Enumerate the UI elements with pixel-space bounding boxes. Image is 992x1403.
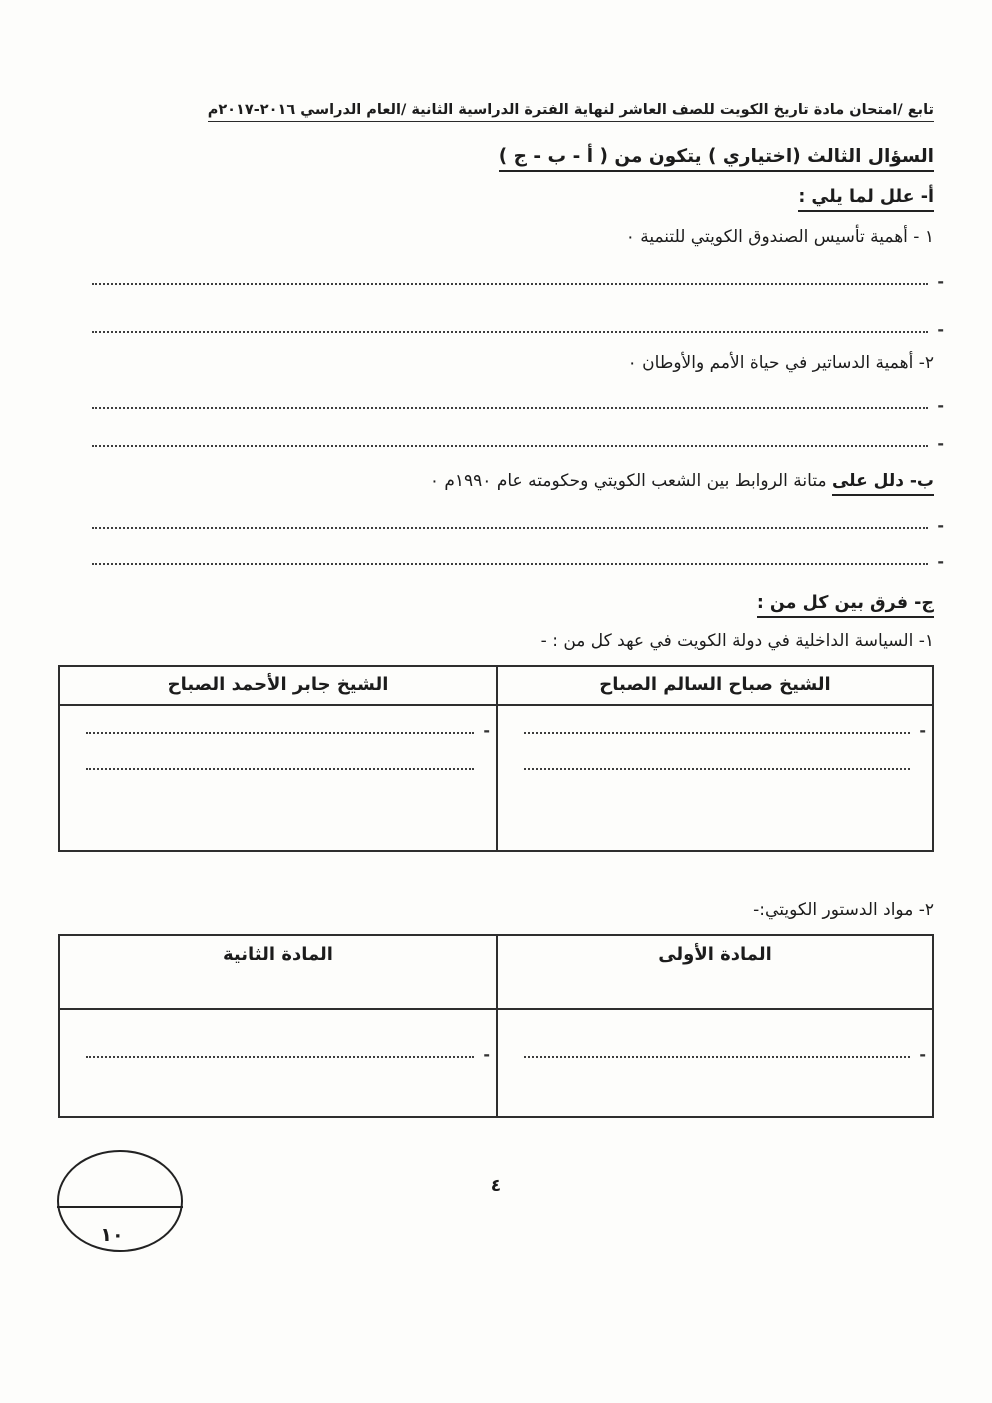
rulers-comparison-table (58, 665, 934, 852)
answer-line (92, 516, 944, 535)
answer-line (524, 721, 926, 740)
answer-line (92, 396, 944, 415)
dash-mark: - (937, 434, 944, 453)
dash-mark: - (919, 1045, 926, 1064)
section-b-text: متانة الروابط بين الشعب الكويتي وحكومته عام ١٩٩٠م ٠ (429, 471, 827, 491)
section-a-item-1: ١ - أهمية تأسيس الصندوق الكويتي للتنمية ٠ (625, 227, 934, 247)
answer-line (92, 320, 944, 339)
answer-line (92, 272, 944, 291)
section-c-item-2: ٢- مواد الدستور الكويتي:- (753, 900, 934, 920)
dash-mark: - (937, 516, 944, 535)
table1-header-left: الشيخ جابر الأحمد الصباح (60, 667, 496, 706)
answer-line (524, 768, 910, 770)
dash-mark: - (937, 320, 944, 339)
answer-line (86, 721, 490, 740)
answer-line (92, 552, 944, 571)
table1-cell-left (60, 706, 496, 850)
table2-header-left: المادة الثانية (60, 936, 496, 1010)
dash-mark: - (937, 552, 944, 571)
section-a-title: أ- علل لما يلي : (58, 187, 934, 207)
dash-mark: - (919, 721, 926, 740)
table2-cell-right (496, 1010, 932, 1116)
table2-header-right: المادة الأولى (496, 936, 932, 1010)
section-c-item-1: ١- السياسة الداخلية في دولة الكويت في عهد كل من : - (540, 631, 934, 651)
score-circle (50, 1146, 194, 1260)
dash-mark: - (483, 1045, 490, 1064)
dash-mark: - (483, 721, 490, 740)
dash-mark: - (937, 272, 944, 291)
exam-header (58, 102, 934, 118)
table2-cell-left (60, 1010, 496, 1116)
dash-mark: - (937, 396, 944, 415)
section-b-title (58, 471, 934, 491)
table1-cell-right (496, 706, 932, 850)
section-b-underlined: ب- دلل على (832, 471, 934, 496)
answer-line (86, 1045, 490, 1064)
constitution-articles-table (58, 934, 934, 1118)
page-number: ٤ (490, 1176, 502, 1196)
answer-line (92, 434, 944, 453)
section-c-title: ج- فرق بين كل من : (58, 593, 934, 613)
answer-line (524, 1045, 926, 1064)
section-a-item-2: ٢- أهمية الدساتير في حياة الأمم والأوطان ٠ (627, 353, 934, 373)
answer-line (86, 768, 474, 770)
question-title: السؤال الثالث (اختياري ) يتكون من ( أ - ب - ج ) (58, 146, 934, 167)
score-value: ١٠ (100, 1224, 124, 1246)
exam-header-text: تابع /امتحان مادة تاريخ الكويت للصف العاشر لنهاية الفترة الدراسية الثانية /العام الدراسي ٢٠١٦-٢٠١٧م (208, 102, 934, 122)
table1-header-right: الشيخ صباح السالم الصباح (496, 667, 932, 706)
